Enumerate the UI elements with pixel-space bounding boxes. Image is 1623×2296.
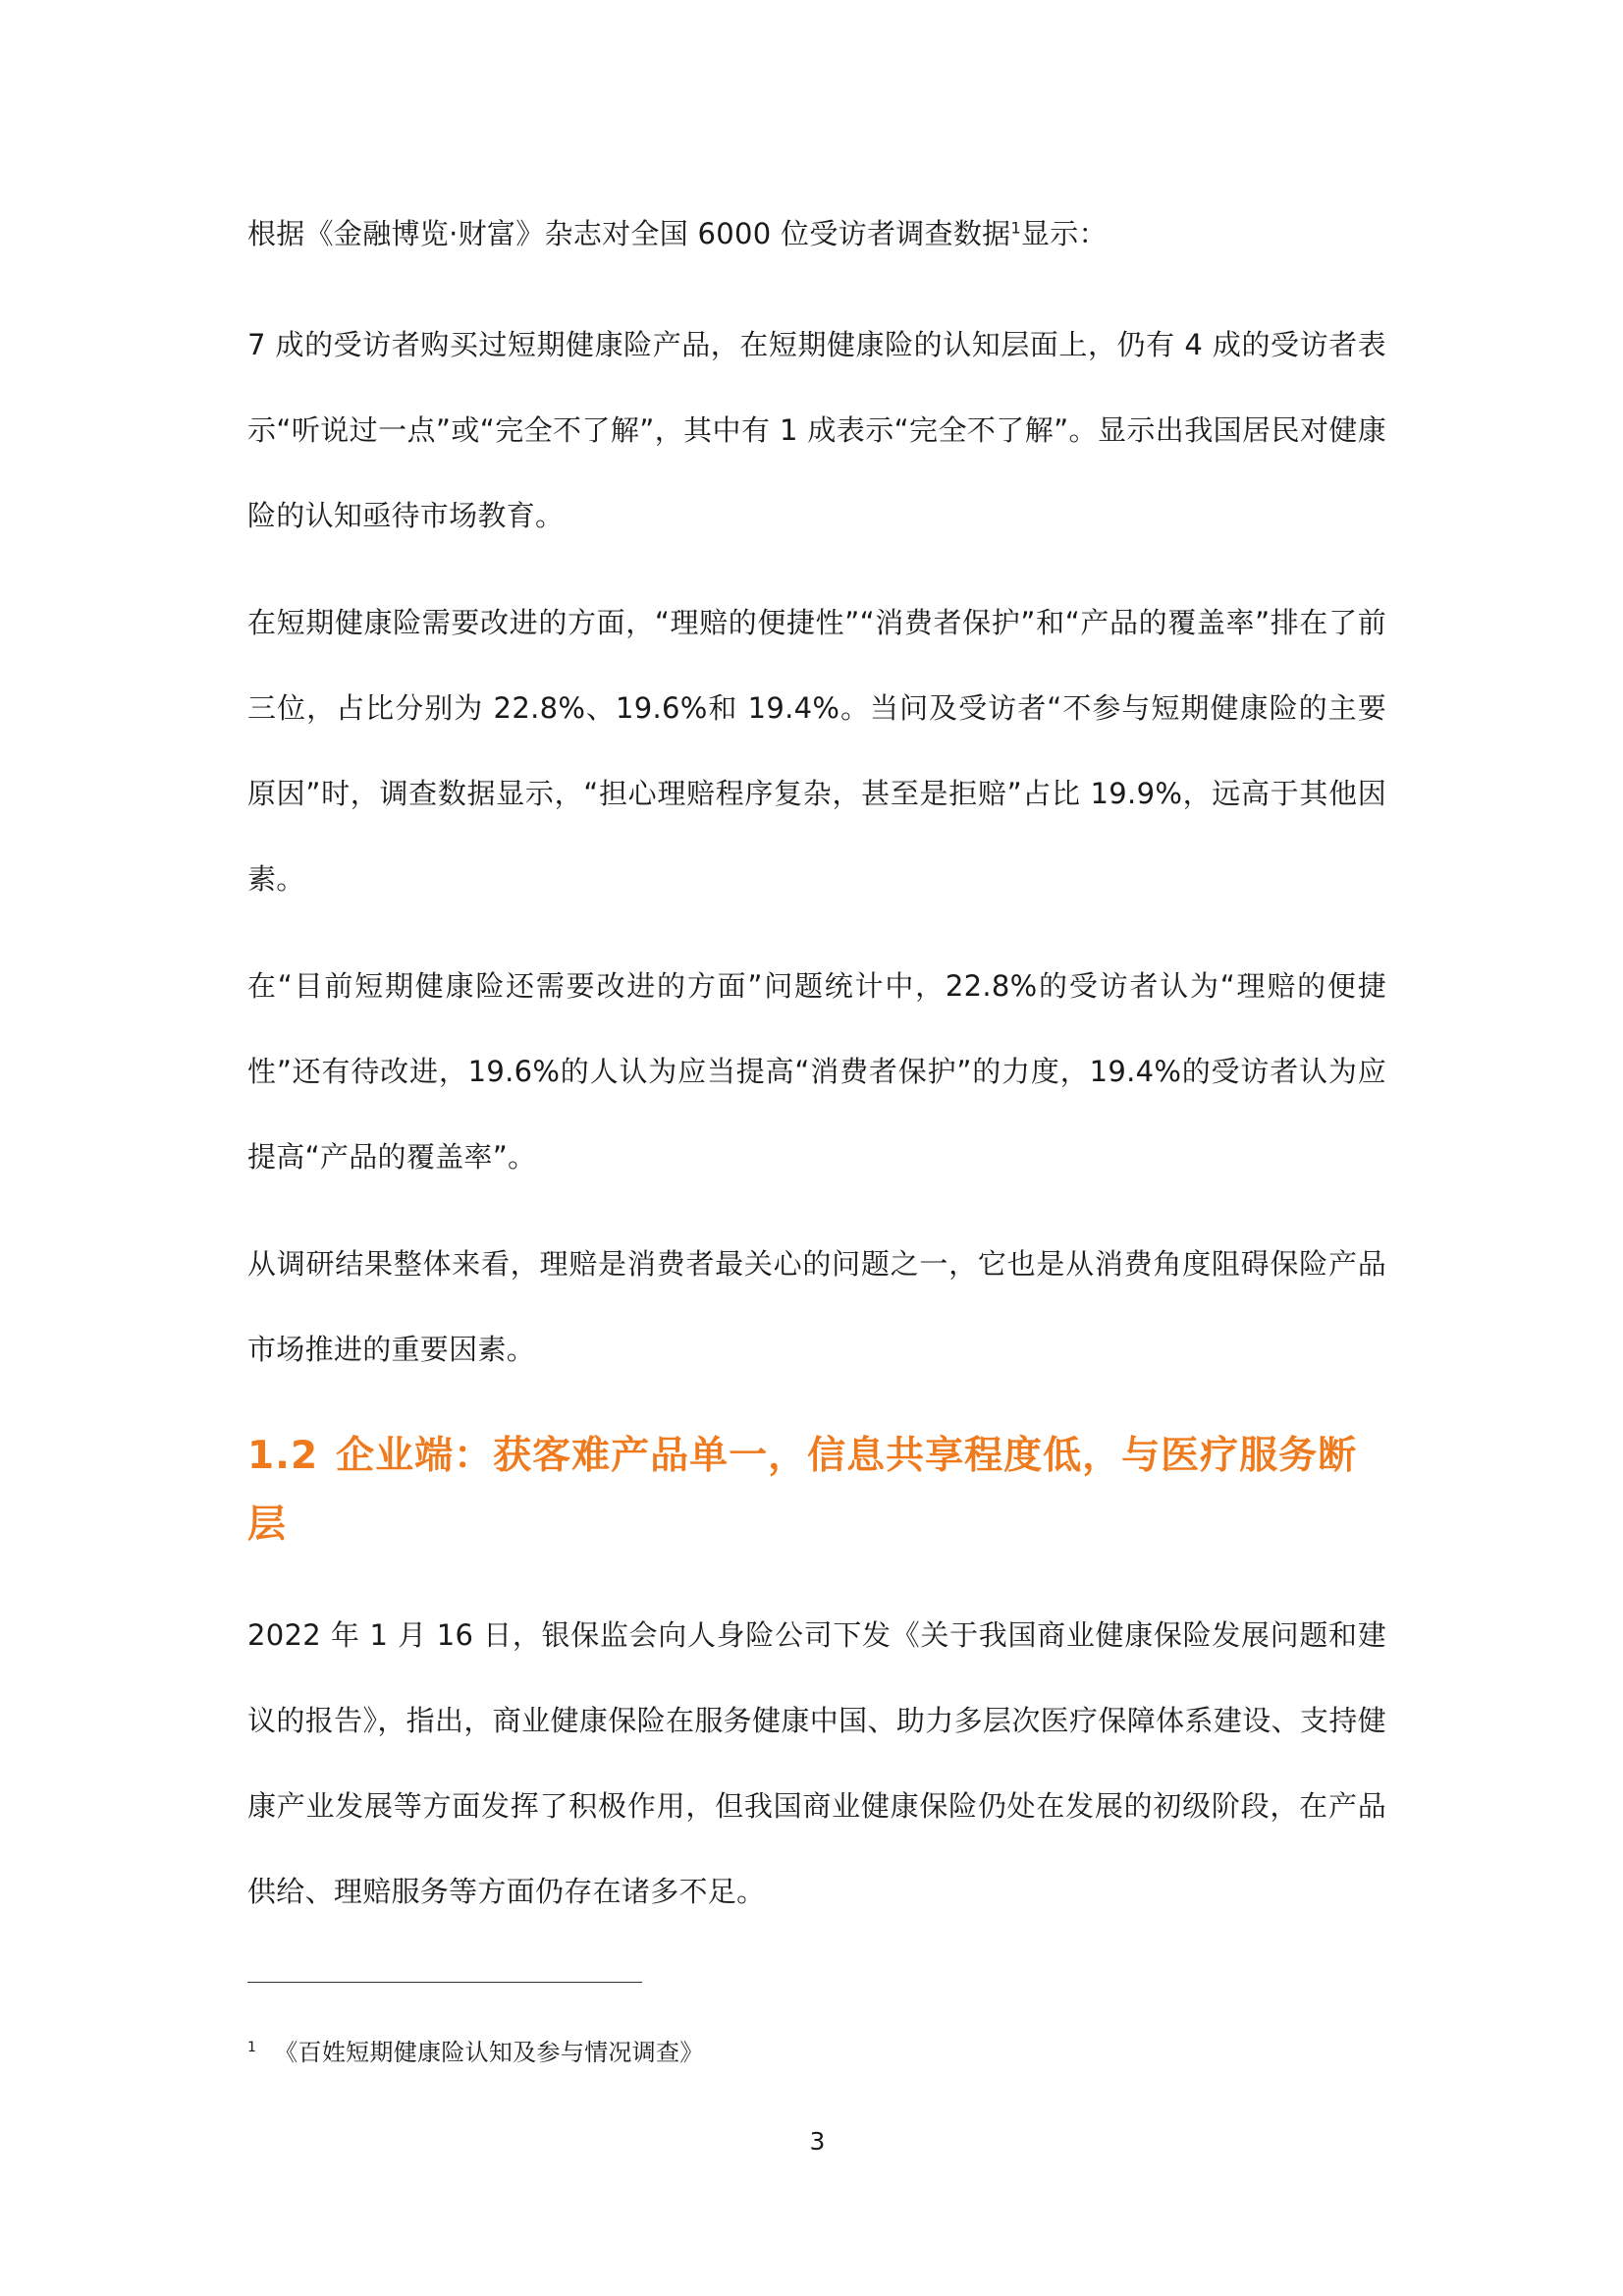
page-body	[247, 204, 1386, 1956]
paragraph-statistics: 在“目前短期健康险还需要改进的方面”问题统计中，22.8%的受访者认为“理赔的便捷性”还有待改进，19.6%的人认为应当提高“消费者保护”的力度，19.4%的受访者认为应提高“产品的覆盖率”。	[247, 969, 1386, 1174]
paragraph-improvements: 在短期健康险需要改进的方面，“理赔的便捷性”“消费者保护”和“产品的覆盖率”排在了前三位，占比分别为 22.8%、19.6%和 19.4%。当问及受访者“不参与短期健康险的主要原因”时，调查数据显示，“担心理赔程序复杂，甚至是拒赔”占比 19.9%，远高于其他因素。	[247, 606, 1386, 896]
footnote	[247, 2033, 704, 2067]
intro-text-end: 显示：	[1020, 217, 1108, 250]
footnote-divider	[247, 1982, 642, 1983]
section-heading	[247, 1422, 1386, 1559]
section-number: 1.2	[247, 1434, 319, 1478]
paragraph-awareness: 7 成的受访者购买过短期健康险产品，在短期健康险的认知层面上，仍有 4 成的受访者表示“听说过一点”或“完全不了解”，其中有 1 成表示“完全不了解”。显示出我国居民对健康险的认知亟待市场教育。	[247, 328, 1386, 532]
footnote-mark: 1	[247, 2040, 257, 2055]
paragraph-conclusion: 从调研结果整体来看，理赔是消费者最关心的问题之一，它也是从消费角度阻碍保险产品市场推进的重要因素。	[247, 1247, 1386, 1366]
intro-paragraph	[247, 204, 1386, 263]
footnote-reference[interactable]: 1	[1010, 218, 1021, 238]
footnote-text: 《百姓短期健康险认知及参与情况调查》	[274, 2039, 704, 2066]
section-title: 企业端：获客难产品单一，信息共享程度低，与医疗服务断层	[247, 1434, 1358, 1547]
page-number: 3	[809, 2127, 826, 2156]
paragraph-report: 2022 年 1 月 16 日，银保监会向人身险公司下发《关于我国商业健康保险发展问题和建议的报告》，指出，商业健康保险在服务健康中国、助力多层次医疗保障体系建设、支持健康产业发展等方面发挥了积极作用，但我国商业健康保险仍处在发展的初级阶段，在产品供给、理赔服务等方面仍存在诸多不足。	[247, 1618, 1386, 1908]
intro-text: 根据《金融博览·财富》杂志对全国 6000 位受访者调查数据	[247, 217, 1011, 250]
